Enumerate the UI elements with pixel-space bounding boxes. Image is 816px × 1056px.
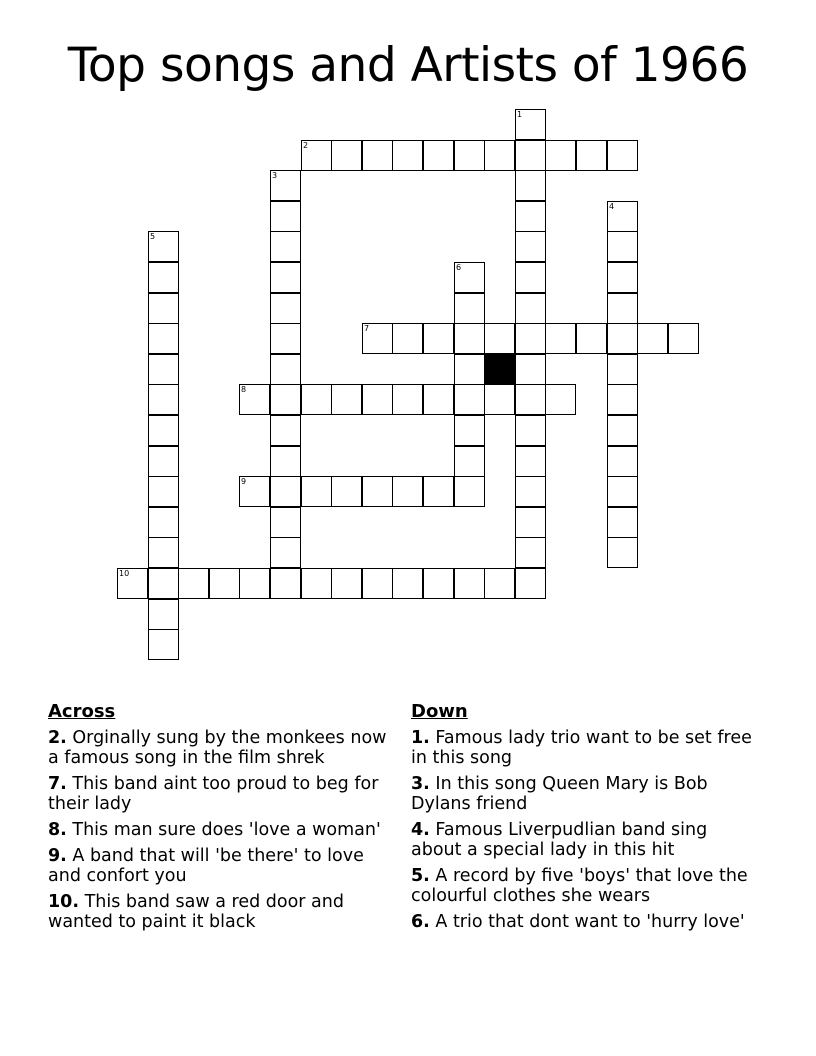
down-heading: Down [411, 701, 468, 722]
clue-number: 6 [456, 263, 462, 272]
grid-cell[interactable] [362, 323, 393, 354]
grid-cell[interactable] [454, 415, 485, 446]
grid-cell[interactable] [607, 507, 638, 538]
grid-cell[interactable] [515, 231, 546, 262]
grid-cell[interactable] [178, 568, 209, 599]
grid-cell[interactable] [515, 384, 546, 415]
grid-cell[interactable] [515, 354, 546, 385]
grid-cell[interactable] [423, 476, 454, 507]
grid-cell[interactable] [454, 568, 485, 599]
grid-cell[interactable] [545, 384, 576, 415]
grid-cell[interactable] [454, 446, 485, 477]
grid-cell[interactable] [270, 354, 301, 385]
grid-cell[interactable] [148, 476, 179, 507]
grid-cell[interactable] [301, 476, 332, 507]
grid-cell[interactable] [454, 354, 485, 385]
grid-cell[interactable] [331, 384, 362, 415]
grid-cell[interactable] [392, 476, 423, 507]
clue-number: 2 [303, 141, 309, 150]
grid-cell[interactable] [270, 446, 301, 477]
grid-cell[interactable] [454, 476, 485, 507]
grid-cell[interactable] [454, 140, 485, 171]
grid-cell[interactable] [392, 568, 423, 599]
grid-cell[interactable] [270, 537, 301, 568]
grid-cell[interactable] [117, 568, 148, 599]
clue-down-3: 3. In this song Queen Mary is Bob Dylans friend [411, 774, 708, 814]
grid-cell[interactable] [576, 323, 607, 354]
grid-cell[interactable] [148, 629, 179, 660]
grid-cell[interactable] [148, 415, 179, 446]
clue-down-4: 4. Famous Liverpudlian band sing about a special lady in this hit [411, 820, 708, 860]
grid-cell[interactable] [515, 537, 546, 568]
clue-down-1: 1. Famous lady trio want to be set free in this song [411, 728, 752, 768]
clue-number: 9 [241, 477, 247, 486]
grid-cell[interactable] [270, 293, 301, 324]
blocked-cell [484, 354, 515, 385]
clue-across-9: 9. A band that will 'be there' to love and confort you [48, 846, 364, 886]
grid-cell[interactable] [545, 140, 576, 171]
grid-cell[interactable] [270, 231, 301, 262]
grid-cell[interactable] [301, 568, 332, 599]
clue-across-8: 8. This man sure does 'love a woman' [48, 820, 381, 840]
grid-cell[interactable] [515, 323, 546, 354]
grid-cell[interactable] [637, 323, 668, 354]
grid-cell[interactable] [148, 262, 179, 293]
grid-cell[interactable] [454, 323, 485, 354]
grid-cell[interactable] [148, 231, 179, 262]
grid-cell[interactable] [270, 476, 301, 507]
grid-cell[interactable] [515, 201, 546, 232]
grid-cell[interactable] [148, 384, 179, 415]
grid-cell[interactable] [148, 446, 179, 477]
grid-cell[interactable] [607, 293, 638, 324]
grid-cell[interactable] [148, 507, 179, 538]
grid-cell[interactable] [545, 323, 576, 354]
grid-cell[interactable] [607, 140, 638, 171]
grid-cell[interactable] [270, 568, 301, 599]
puzzle-title: Top songs and Artists of 1966 [67, 38, 749, 93]
grid-cell[interactable] [607, 476, 638, 507]
grid-cell[interactable] [270, 201, 301, 232]
clue-number: 1 [517, 110, 523, 119]
grid-cell[interactable] [423, 140, 454, 171]
grid-cell[interactable] [392, 140, 423, 171]
grid-cell[interactable] [607, 323, 638, 354]
clue-down-5: 5. A record by five 'boys' that love the colourful clothes she wears [411, 866, 748, 906]
grid-cell[interactable] [148, 568, 179, 599]
grid-cell[interactable] [423, 568, 454, 599]
clue-number: 8 [241, 385, 247, 394]
across-heading: Across [48, 701, 116, 722]
grid-cell[interactable] [607, 354, 638, 385]
grid-cell[interactable] [484, 384, 515, 415]
grid-cell[interactable] [607, 231, 638, 262]
grid-cell[interactable] [148, 293, 179, 324]
grid-cell[interactable] [668, 323, 699, 354]
grid-cell[interactable] [301, 140, 332, 171]
grid-cell[interactable] [331, 568, 362, 599]
grid-cell[interactable] [239, 568, 270, 599]
grid-cell[interactable] [515, 476, 546, 507]
grid-cell[interactable] [607, 415, 638, 446]
grid-cell[interactable] [607, 201, 638, 232]
clue-number: 3 [272, 171, 278, 180]
grid-cell[interactable] [392, 323, 423, 354]
grid-cell[interactable] [148, 323, 179, 354]
grid-cell[interactable] [484, 568, 515, 599]
grid-cell[interactable] [270, 415, 301, 446]
grid-cell[interactable] [270, 323, 301, 354]
clue-number: 5 [150, 232, 156, 241]
clue-number: 7 [364, 324, 370, 333]
grid-cell[interactable] [239, 476, 270, 507]
grid-cell[interactable] [392, 384, 423, 415]
grid-cell[interactable] [576, 140, 607, 171]
grid-cell[interactable] [270, 262, 301, 293]
grid-cell[interactable] [362, 140, 393, 171]
grid-cell[interactable] [270, 384, 301, 415]
grid-cell[interactable] [270, 170, 301, 201]
grid-cell[interactable] [331, 476, 362, 507]
grid-cell[interactable] [148, 599, 179, 630]
clue-number: 4 [609, 202, 615, 211]
clue-across-10: 10. This band saw a red door and wanted to paint it black [48, 892, 344, 932]
grid-cell[interactable] [423, 323, 454, 354]
grid-cell[interactable] [607, 262, 638, 293]
grid-cell[interactable] [484, 140, 515, 171]
grid-cell[interactable] [362, 476, 393, 507]
grid-cell[interactable] [423, 384, 454, 415]
grid-cell[interactable] [239, 384, 270, 415]
grid-cell[interactable] [301, 384, 332, 415]
grid-cell[interactable] [515, 415, 546, 446]
grid-cell[interactable] [515, 293, 546, 324]
grid-cell[interactable] [515, 140, 546, 171]
grid-cell[interactable] [607, 446, 638, 477]
grid-cell[interactable] [454, 262, 485, 293]
clue-across-2: 2. Orginally sung by the monkees now a famous song in the film shrek [48, 728, 387, 768]
grid-cell[interactable] [607, 537, 638, 568]
grid-cell[interactable] [515, 262, 546, 293]
grid-cell[interactable] [362, 568, 393, 599]
grid-cell[interactable] [362, 384, 393, 415]
grid-cell[interactable] [454, 293, 485, 324]
grid-cell[interactable] [331, 140, 362, 171]
grid-cell[interactable] [484, 323, 515, 354]
grid-cell[interactable] [515, 109, 546, 140]
grid-cell[interactable] [454, 384, 485, 415]
grid-cell[interactable] [148, 354, 179, 385]
grid-cell[interactable] [209, 568, 240, 599]
clue-down-6: 6. A trio that dont want to 'hurry love' [411, 912, 745, 932]
across-clues [48, 702, 398, 938]
grid-cell[interactable] [515, 446, 546, 477]
clue-number: 10 [119, 569, 130, 578]
grid-cell[interactable] [148, 537, 179, 568]
grid-cell[interactable] [607, 384, 638, 415]
grid-cell[interactable] [515, 507, 546, 538]
grid-cell[interactable] [270, 507, 301, 538]
grid-cell[interactable] [515, 568, 546, 599]
down-clues [411, 702, 761, 938]
grid-cell[interactable] [515, 170, 546, 201]
clue-across-7: 7. This band aint too proud to beg for their lady [48, 774, 379, 814]
